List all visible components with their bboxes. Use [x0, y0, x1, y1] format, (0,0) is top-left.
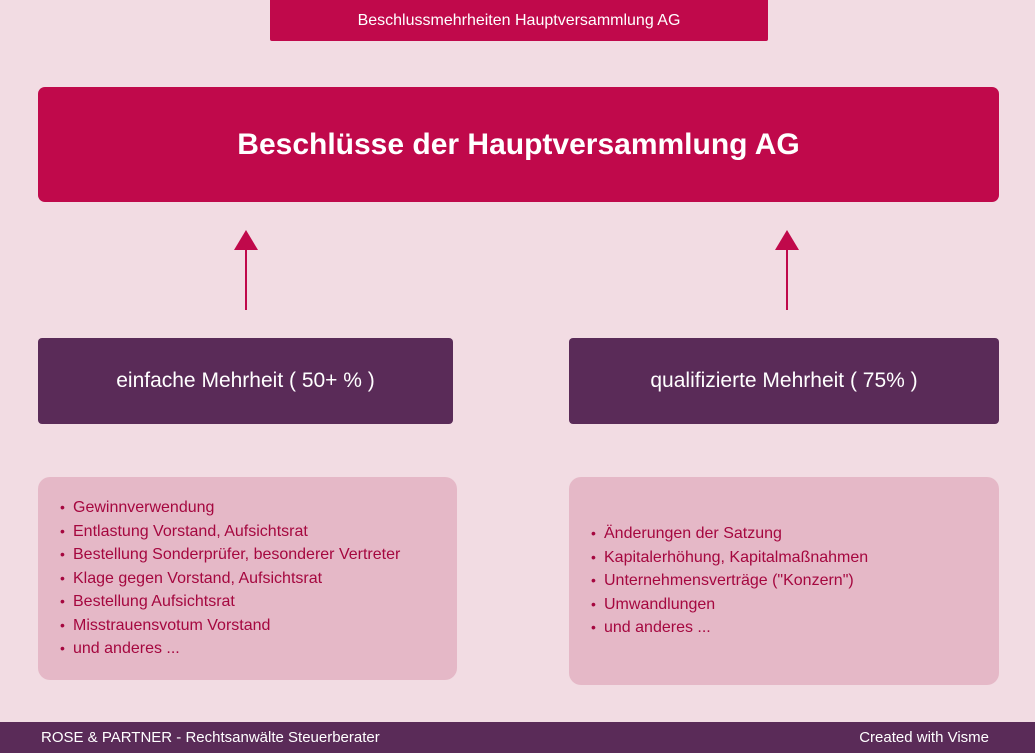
simple-majority-box [38, 338, 453, 424]
bullet-icon: • [60, 593, 65, 610]
top-banner-title: Beschlussmehrheiten Hauptversammlung AG [357, 11, 681, 29]
top-banner [270, 0, 768, 41]
simple-majority-list [60, 496, 457, 661]
list-item: • Gewinnverwendung [60, 496, 457, 520]
list-item: • Kapitalerhöhung, Kapitalmaßnahmen [591, 546, 999, 570]
main-title-box [38, 87, 999, 202]
qualified-majority-list-box [569, 477, 999, 685]
arrow-up-right-icon [773, 228, 801, 312]
list-item: • Klage gegen Vorstand, Aufsichtsrat [60, 567, 457, 591]
bullet-icon: • [591, 595, 596, 612]
bullet-icon: • [60, 640, 65, 657]
footer [0, 722, 1035, 753]
main-title: Beschlüsse der Hauptversammlung AG [237, 127, 800, 161]
list-item: • Misstrauensvotum Vorstand [60, 614, 457, 638]
list-item: • und anderes ... [60, 637, 457, 661]
footer-company: ROSE & PARTNER - Rechtsanwälte Steuerberater [41, 729, 380, 746]
simple-majority-list-box [38, 477, 457, 680]
qualified-majority-box [569, 338, 999, 424]
list-item: • Bestellung Sonderprüfer, besonderer Vertreter [60, 543, 457, 567]
bullet-icon: • [591, 525, 596, 542]
simple-majority-label: einfache Mehrheit ( 50+ % ) [116, 369, 375, 392]
bullet-icon: • [60, 569, 65, 586]
bullet-icon: • [60, 522, 65, 539]
bullet-icon: • [591, 548, 596, 565]
bullet-icon: • [60, 546, 65, 563]
bullet-icon: • [591, 572, 596, 589]
list-item: • Umwandlungen [591, 593, 999, 617]
list-item: • Bestellung Aufsichtsrat [60, 590, 457, 614]
footer-credit[interactable]: Created with Visme [859, 729, 989, 746]
qualified-majority-list [591, 522, 999, 640]
qualified-majority-label: qualifizierte Mehrheit ( 75% ) [650, 369, 918, 392]
bullet-icon: • [60, 616, 65, 633]
list-item: • Entlastung Vorstand, Aufsichtsrat [60, 520, 457, 544]
list-item: • und anderes ... [591, 616, 999, 640]
arrow-up-left-icon [232, 228, 260, 312]
list-item: • Unternehmensverträge ("Konzern") [591, 569, 999, 593]
bullet-icon: • [60, 499, 65, 516]
bullet-icon: • [591, 619, 596, 636]
list-item: • Änderungen der Satzung [591, 522, 999, 546]
